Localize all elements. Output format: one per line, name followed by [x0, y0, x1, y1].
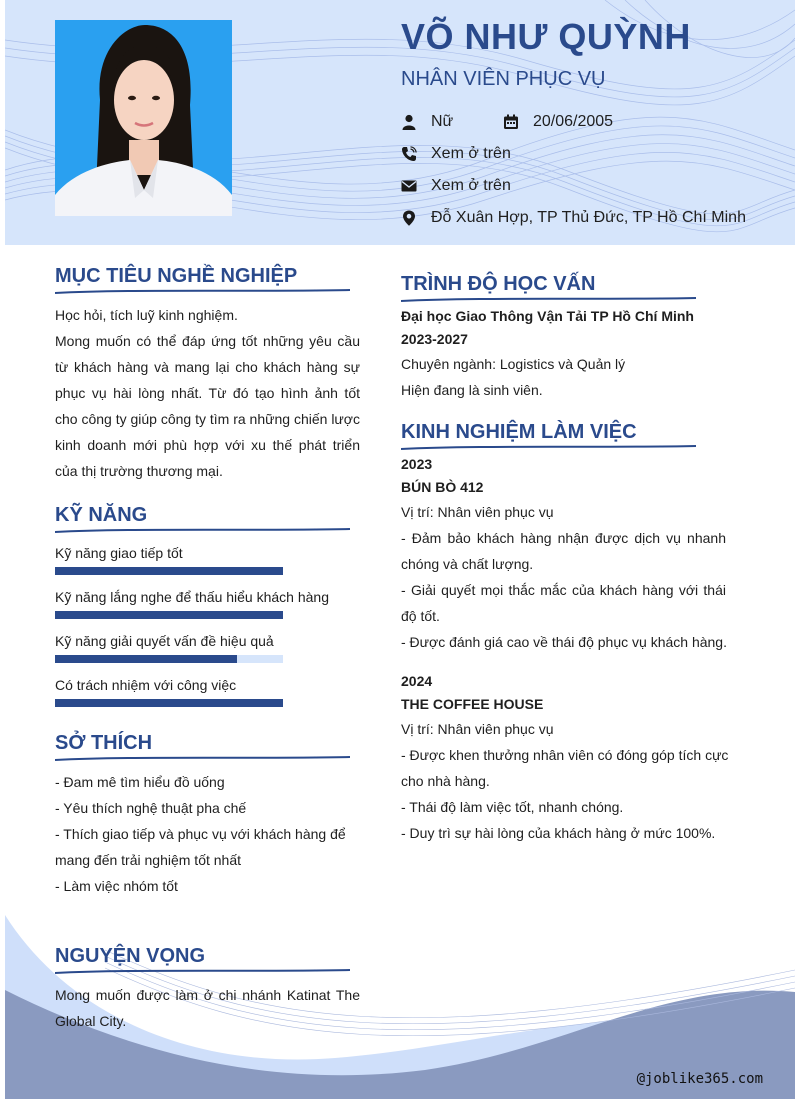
education-heading: TRÌNH ĐỘ HỌC VẤN — [401, 273, 596, 295]
objective-line-1: Học hỏi, tích luỹ kinh nghiệm. — [55, 307, 238, 323]
education-school: Đại học Giao Thông Vận Tải TP Hồ Chí Minh — [401, 308, 694, 324]
cv-page — [5, 0, 795, 1099]
gender-row — [401, 113, 453, 131]
aspiration-heading: NGUYỆN VỌNG — [55, 945, 206, 967]
job-2-duty-2: - Thái độ làm việc tốt, nhanh chóng. — [401, 799, 624, 815]
job-2-company: THE COFFEE HOUSE — [401, 696, 544, 712]
hobby-item-1: - Đam mê tìm hiểu đồ uống — [55, 774, 225, 790]
skill-label-3: Kỹ năng giải quyết vấn đề hiệu quả — [55, 633, 274, 649]
aspiration-underline — [55, 968, 350, 976]
aspiration-text: Mong muốn được làm ở chi nhánh Katinat The Global City. — [55, 987, 360, 1029]
objective-line-2: Mong muốn có thể đáp ứng tốt những yêu cầu từ khách hàng và mang lại cho khách hàng sự phục vụ hài lòng nhất. Từ đó tạo hình ảnh tốt cho công ty giúp công ty tìm ra những chiến lược kinh doanh mới phù hợp với xu thế phát triển của thị trường thương mại. — [55, 333, 360, 479]
job-1-duty-2: - Giải quyết mọi thắc mắc của khách hàng với thái độ tốt. — [401, 582, 726, 624]
job-1-position: Vị trí: Nhân viên phục vụ — [401, 504, 554, 520]
location-icon — [401, 210, 417, 226]
phone-value: Xem ở trên — [431, 145, 511, 162]
email-value: Xem ở trên — [431, 177, 511, 194]
birthdate-value: 20/06/2005 — [533, 113, 614, 130]
hobby-item-2: - Yêu thích nghệ thuật pha chế — [55, 800, 247, 816]
address-value: Đỗ Xuân Hợp, TP Thủ Đức, TP Hồ Chí Minh — [431, 209, 746, 226]
email-row — [401, 177, 511, 195]
candidate-name: VÕ NHƯ QUỲNH — [401, 16, 691, 57]
profile-photo — [55, 20, 232, 216]
skills-heading: KỸ NĂNG — [55, 504, 148, 526]
education-years: 2023-2027 — [401, 331, 468, 347]
gender-value: Nữ — [431, 113, 454, 130]
phone-row — [401, 145, 511, 163]
skill-fill-1 — [55, 567, 283, 575]
job-1-duty-3: - Được đánh giá cao về thái độ phục vụ khách hàng. — [401, 634, 727, 650]
education-status: Hiện đang là sinh viên. — [401, 382, 543, 398]
skill-label-1: Kỹ năng giao tiếp tốt — [55, 545, 183, 561]
skill-bar-3 — [55, 655, 283, 663]
job-2-year: 2024 — [401, 673, 433, 689]
objective-underline — [55, 288, 350, 296]
skill-bar-2 — [55, 611, 283, 619]
phone-icon — [401, 146, 417, 162]
hobby-item-3: - Thích giao tiếp và phục vụ với khách hàng để mang đến trải nghiệm tốt nhất — [55, 826, 346, 868]
education-major: Chuyên ngành: Logistics và Quản lý — [401, 356, 626, 372]
skill-fill-4 — [55, 699, 283, 707]
job-1-company: BÚN BÒ 412 — [401, 479, 484, 495]
job-2-duty-3: - Duy trì sự hài lòng của khách hàng ở mức 100%. — [401, 825, 716, 841]
user-icon — [401, 114, 417, 130]
job-1-duty-1: - Đảm bảo khách hàng nhận được dịch vụ nhanh chóng và chất lượng. — [401, 530, 726, 572]
hobbies-underline — [55, 755, 350, 763]
objective-heading: MỤC TIÊU NGHỀ NGHIỆP — [55, 265, 298, 287]
skills-underline — [55, 527, 350, 535]
hobbies-heading: SỞ THÍCH — [55, 732, 153, 754]
job-2-duty-1: - Được khen thưởng nhân viên có đóng góp tích cực cho nhà hàng. — [401, 747, 729, 789]
skill-fill-3 — [55, 655, 237, 663]
header — [5, 0, 795, 245]
skill-label-4: Có trách nhiệm với công việc — [55, 677, 237, 693]
birthdate-row — [503, 113, 613, 131]
job-2-position: Vị trí: Nhân viên phục vụ — [401, 721, 554, 737]
experience-heading: KINH NGHIỆM LÀM VIỆC — [401, 421, 637, 443]
job-1-year: 2023 — [401, 456, 433, 472]
skill-bar-4 — [55, 699, 283, 707]
calendar-icon — [503, 114, 519, 130]
email-icon — [401, 178, 417, 194]
skill-bar-1 — [55, 567, 283, 575]
job-title: NHÂN VIÊN PHỤC VỤ — [401, 68, 606, 90]
skill-label-2: Kỹ năng lắng nghe để thấu hiểu khách hàng — [55, 589, 330, 605]
skill-fill-2 — [55, 611, 283, 619]
address-row — [401, 209, 746, 227]
watermark-text: @joblike365.com — [636, 1071, 763, 1087]
hobby-item-4: - Làm việc nhóm tốt — [55, 878, 178, 894]
